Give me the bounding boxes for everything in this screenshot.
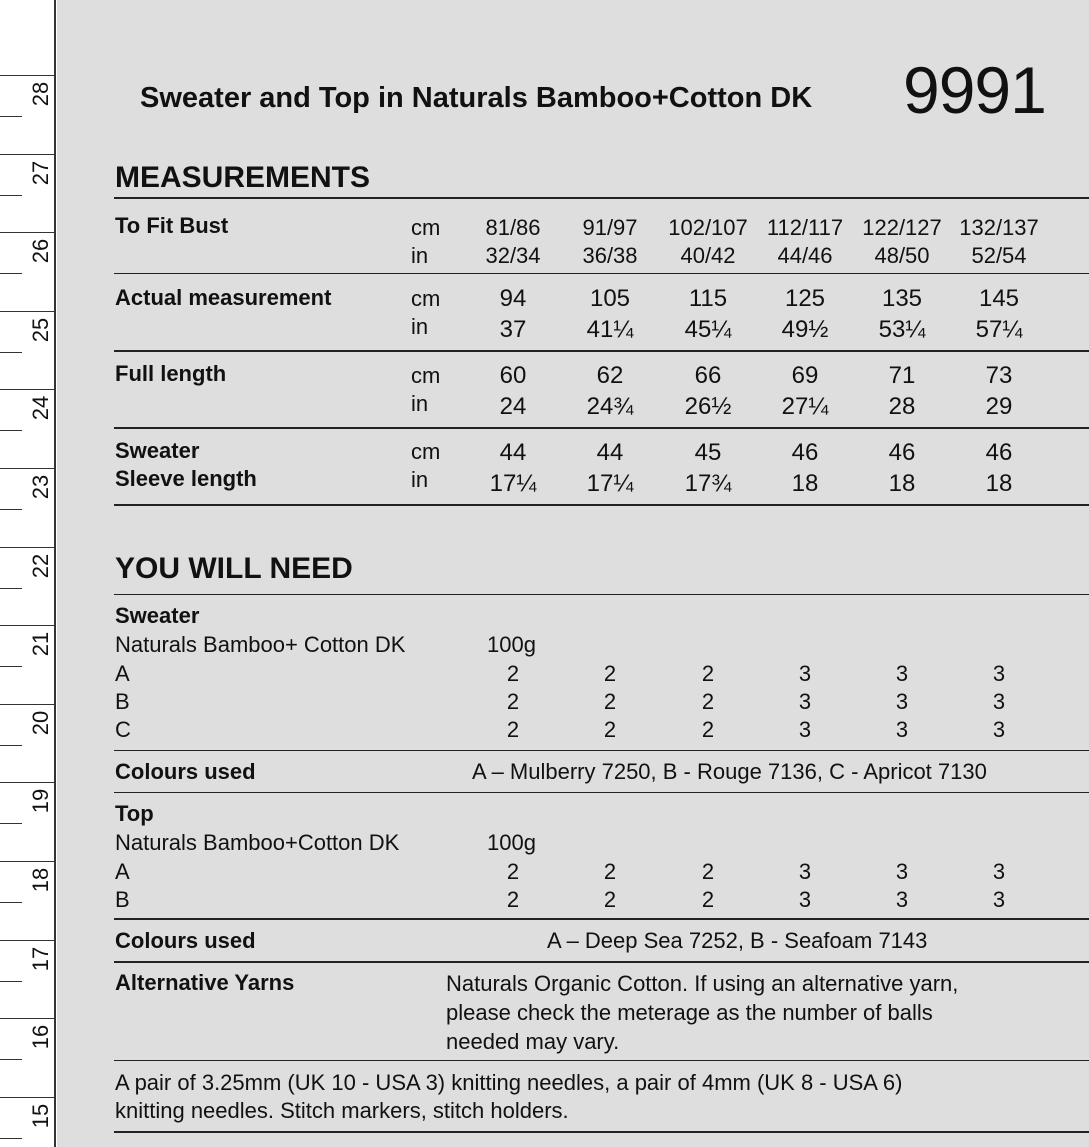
length-cm-value: 69 [791,362,819,389]
actual-cm-value: 105 [589,285,631,312]
top-yarn-letter: A [115,859,130,884]
sweater-yarn-name: Naturals Bamboo+ Cotton DK [115,632,406,657]
length-label: Full length [115,361,227,386]
ruler-tick [0,625,56,626]
length-cm-value: 62 [596,362,624,389]
actual-in-value: 57¼ [975,316,1023,343]
ruler-tick [0,154,56,155]
unit-in: in [411,467,429,492]
sleeve-in-value: 17¼ [489,470,537,497]
top-ball-count: 3 [895,859,909,884]
top-colours: A – Deep Sea 7252, B - Seafoam 7143 [547,928,928,953]
ruler-tick [0,389,56,390]
divider [114,961,1089,963]
ruler-tick [0,981,22,982]
sweater-ball-count: 2 [506,661,520,686]
actual-in-value: 45¼ [684,316,732,343]
top-yarn-weight: 100g [487,830,536,855]
top-ball-count: 3 [992,887,1006,912]
top-ball-count: 3 [798,859,812,884]
ruler-tick [0,745,22,746]
sweater-ball-count: 3 [798,661,812,686]
ruler-number: 23 [28,474,53,500]
top-ball-count: 2 [603,859,617,884]
ruler-number: 18 [28,867,53,893]
ruler-number: 21 [28,631,53,657]
ruler-number: 26 [28,238,53,264]
ruler-tick [0,1097,56,1098]
unit-cm: cm [411,286,441,311]
sweater-ball-count: 2 [506,689,520,714]
ruler-tick [0,116,22,117]
sweater-colours: A – Mulberry 7250, B - Rouge 7136, C - Apricot 7130 [472,759,987,784]
ruler-number: 27 [28,160,53,185]
sleeve-cm-value: 45 [694,439,722,466]
alt-yarns-line: needed may vary. [446,1029,620,1054]
unit-cm: cm [411,215,441,240]
sweater-ball-count: 2 [603,717,617,742]
ruler-tick [0,1018,56,1019]
ruler-tick [0,352,22,353]
sweater-colours-label: Colours used [115,759,256,784]
alt-yarns-line: please check the meterage as the number of balls [446,1000,933,1025]
ruler-number: 22 [28,553,53,578]
fit-bust-label: To Fit Bust [115,213,229,238]
ruler-tick [0,1059,22,1060]
sleeve-cm-value: 46 [985,439,1013,466]
ruler-tick [0,704,56,705]
sweater-ball-count: 3 [798,689,812,714]
divider [114,1131,1089,1133]
ruler-number: 25 [28,317,53,343]
sweater-yarn-letter: C [115,717,131,742]
length-in-value: 28 [888,393,916,420]
length-cm-value: 66 [694,362,722,389]
sweater-ball-count: 3 [895,689,909,714]
fit-cm-value: 81/86 [485,215,541,240]
divider [114,504,1089,506]
ruler-number: 24 [28,396,53,421]
fit-in-value: 36/38 [582,243,638,268]
sleeve-label: Sleeve length [115,466,257,491]
actual-in-value: 41¼ [586,316,634,343]
top-ball-count: 2 [506,887,520,912]
ruler-tick [0,232,56,233]
alt-yarns-line: Naturals Organic Cotton. If using an alternative yarn, [446,971,959,996]
sleeve-in-value: 17¼ [586,470,634,497]
ruler-tick [0,782,56,783]
sleeve-cm-value: 46 [791,439,819,466]
unit-cm: cm [411,439,441,464]
ruler-number: 28 [28,81,53,107]
divider [114,350,1089,352]
top-yarn-label: Top [115,801,154,826]
sweater-yarn-label: Sweater [115,603,200,628]
sleeve-in-value: 18 [791,470,819,497]
length-in-value: 29 [985,393,1013,420]
ruler-tick [0,311,56,312]
sweater-ball-count: 3 [798,717,812,742]
ruler-number: 15 [28,1103,53,1129]
ruler-number: 17 [28,946,53,971]
fit-in-value: 52/54 [971,243,1027,268]
actual-cm-value: 115 [688,285,728,312]
top-ball-count: 3 [992,859,1006,884]
unit-in: in [411,243,429,268]
divider [114,273,1089,274]
ruler-tick [0,75,56,76]
sweater-ball-count: 3 [992,717,1006,742]
top-colours-label: Colours used [115,928,256,953]
actual-cm-value: 145 [978,285,1020,312]
divider [114,1060,1089,1061]
ruler-tick [0,430,22,431]
sleeve-cm-value: 44 [499,439,527,466]
sweater-yarn-letter: B [115,689,130,714]
side-ruler [0,0,56,1147]
unit-in: in [411,314,429,339]
pattern-title: Sweater and Top in Naturals Bamboo+Cotton DK [140,82,813,114]
unit-cm: cm [411,363,441,388]
top-ball-count: 3 [798,887,812,912]
sweater-ball-count: 2 [603,689,617,714]
needles-line: A pair of 3.25mm (UK 10 - USA 3) knitting needles, a pair of 4mm (UK 8 - USA 6) [115,1070,903,1095]
pattern-number: 9991 [903,53,1046,127]
actual-cm-value: 125 [784,285,826,312]
ruler-number: 19 [28,789,53,814]
actual-in-value: 49½ [781,316,829,343]
alt-yarns-label: Alternative Yarns [115,970,295,995]
sleeve-cm-value: 44 [596,439,624,466]
top-ball-count: 2 [701,859,715,884]
fit-in-value: 48/50 [874,243,930,268]
sweater-ball-count: 3 [895,717,909,742]
sweater-ball-count: 2 [701,689,715,714]
length-cm-value: 60 [499,362,527,389]
actual-in-value: 53¼ [878,316,926,343]
divider [114,750,1089,751]
ruler-tick [0,861,56,862]
ruler-tick [0,823,22,824]
fit-cm-value: 112/117 [766,215,844,240]
ruler-tick [0,195,22,196]
actual-in-value: 37 [499,316,527,343]
sleeve-in-value: 18 [888,470,916,497]
sweater-ball-count: 3 [992,661,1006,686]
actual-cm-value: 135 [881,285,923,312]
sweater-yarn-weight: 100g [487,632,536,657]
ruler-number: 20 [28,710,53,736]
ruler-tick [0,468,56,469]
divider [114,427,1089,429]
sweater-label: Sweater [115,438,200,463]
actual-label: Actual measurement [115,285,332,310]
measurements-heading: MEASUREMENTS [115,161,371,194]
length-in-value: 24 [499,393,527,420]
top-ball-count: 2 [603,887,617,912]
pattern-page [57,0,1089,1147]
ruler-tick [0,902,22,903]
ruler-tick [0,509,22,510]
divider [114,594,1089,595]
top-ball-count: 3 [895,887,909,912]
ruler-tick [0,1138,22,1139]
fit-in-value: 32/34 [485,243,541,268]
top-yarn-letter: B [115,887,130,912]
length-cm-value: 73 [985,362,1013,389]
top-ball-count: 2 [506,859,520,884]
ruler-tick [0,273,22,274]
sweater-ball-count: 2 [701,661,715,686]
sweater-ball-count: 2 [603,661,617,686]
ruler-tick [0,940,56,941]
sweater-yarn-letter: A [115,661,130,686]
length-in-value: 27¼ [781,393,829,420]
sweater-ball-count: 2 [506,717,520,742]
ruler-tick [0,588,22,589]
divider [114,918,1089,920]
top-yarn-name: Naturals Bamboo+Cotton DK [115,830,400,855]
fit-cm-value: 102/107 [668,215,748,240]
fit-cm-value: 122/127 [862,215,942,240]
fit-cm-value: 132/137 [959,215,1039,240]
top-ball-count: 2 [701,887,715,912]
fit-in-value: 40/42 [680,243,736,268]
unit-in: in [411,391,429,416]
fit-cm-value: 91/97 [582,215,638,240]
divider [114,197,1089,199]
sweater-ball-count: 3 [992,689,1006,714]
ruler-number: 16 [28,1024,53,1050]
need-heading: YOU WILL NEED [115,552,353,585]
sweater-ball-count: 2 [701,717,715,742]
sleeve-in-value: 17¾ [684,470,732,497]
divider [114,792,1089,793]
ruler-tick [0,666,22,667]
sweater-ball-count: 3 [895,661,909,686]
length-in-value: 24¾ [586,393,634,420]
sleeve-in-value: 18 [985,470,1013,497]
actual-cm-value: 94 [499,285,527,312]
length-in-value: 26½ [684,393,732,420]
fit-in-value: 44/46 [777,243,833,268]
length-cm-value: 71 [888,362,916,389]
sleeve-cm-value: 46 [888,439,916,466]
needles-line: knitting needles. Stitch markers, stitch holders. [115,1098,569,1123]
ruler-tick [0,547,56,548]
